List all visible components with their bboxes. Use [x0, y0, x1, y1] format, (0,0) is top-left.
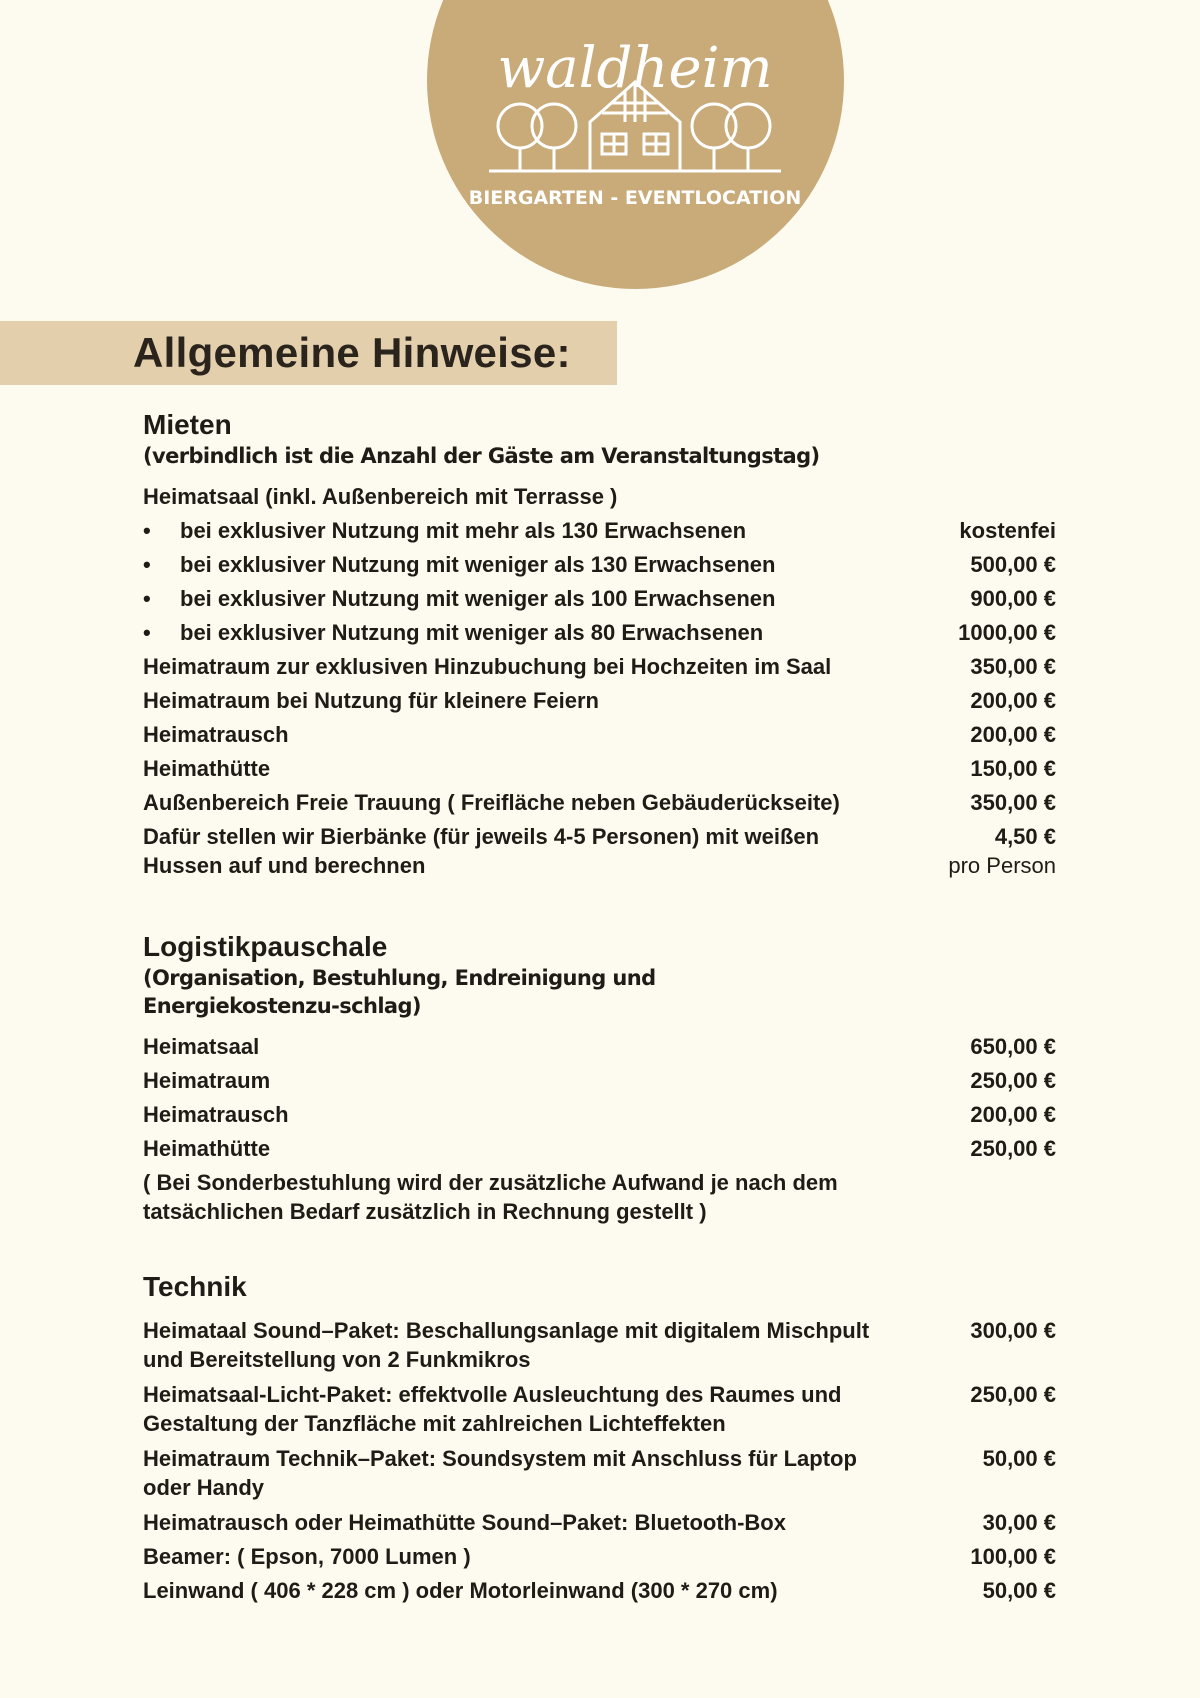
row-price: 200,00 € — [970, 722, 1056, 747]
row-label: Heimathütte — [143, 756, 271, 781]
row-price: 200,00 € — [970, 1102, 1056, 1127]
content — [143, 408, 1056, 1610]
price-row — [143, 1316, 1056, 1380]
price-row — [143, 720, 1056, 754]
price-row — [143, 1576, 1056, 1610]
row-price: 200,00 € — [970, 688, 1056, 713]
price-row — [143, 1134, 1056, 1168]
bullet-icon: • — [143, 586, 151, 611]
section-subtitle: (Organisation, Bestuhlung, Endreinigung und Energiekostenzu-schlag) — [143, 966, 656, 1018]
row-price: 50,00 € — [982, 1446, 1056, 1471]
row-label: bei exklusiver Nutzung mit weniger als 80 Erwachsenen — [180, 620, 764, 645]
row-label: Heimatraum — [143, 1068, 271, 1093]
price-row — [143, 550, 1056, 584]
row-label: bei exklusiver Nutzung mit weniger als 100 Erwachsenen — [180, 586, 776, 611]
row-label: Heimatraum zur exklusiven Hinzubuchung bei Hochzeiten im Saal — [143, 654, 832, 679]
section-title: Logistikpauschale — [143, 931, 388, 962]
row-label: Heimathütte — [143, 1136, 271, 1161]
page-title: Allgemeine Hinweise: — [133, 329, 571, 376]
row-label: Heimatraum Technik–Paket: Soundsystem mit Anschluss für Laptop oder Handy — [143, 1446, 857, 1500]
row-price: 4,50 € — [994, 824, 1056, 849]
logo-tagline: BIERGARTEN - EVENTLOCATION — [468, 187, 802, 209]
row-price: 250,00 € — [970, 1136, 1056, 1161]
row-price: 30,00 € — [982, 1510, 1056, 1535]
row-price: 250,00 € — [970, 1068, 1056, 1093]
row-label: Heimatrausch oder Heimathütte Sound–Paket: Bluetooth-Box — [143, 1510, 786, 1535]
row-price: kostenfei — [959, 518, 1056, 543]
logistik-note: ( Bei Sonderbestuhlung wird der zusätzliche Aufwand je nach dem tatsächlichen Bedarf zusätzlich in Rechnung gestellt ) — [143, 1170, 838, 1224]
section-mieten — [143, 408, 1056, 886]
row-price: 500,00 € — [970, 552, 1056, 577]
row-price: 250,00 € — [970, 1382, 1056, 1407]
price-row — [143, 754, 1056, 788]
row-price: 150,00 € — [970, 756, 1056, 781]
row-label-continued: Hussen auf und berechnen — [143, 853, 426, 878]
section-title: Mieten — [143, 409, 232, 440]
row-label: Heimatraum bei Nutzung für kleinere Feiern — [143, 688, 599, 713]
bullet-icon: • — [143, 552, 151, 577]
row-label: Beamer: ( Epson, 7000 Lumen ) — [143, 1544, 471, 1569]
price-row — [143, 1066, 1056, 1100]
price-unit: pro Person — [948, 853, 1056, 878]
price-row — [143, 1032, 1056, 1066]
row-label: Leinwand ( 406 * 228 cm ) oder Motorleinwand (300 * 270 cm) — [143, 1578, 778, 1603]
benches-row — [143, 822, 1056, 886]
section-technik — [143, 1270, 1056, 1610]
row-price: 350,00 € — [970, 790, 1056, 815]
row-label: Heimataal Sound–Paket: Beschallungsanlage mit digitalem Mischpult und Bereitstellung von 2 Funkmikros — [143, 1318, 870, 1372]
price-row — [143, 1542, 1056, 1576]
row-price: 900,00 € — [970, 586, 1056, 611]
row-label: bei exklusiver Nutzung mit mehr als 130 Erwachsenen — [180, 518, 747, 543]
price-row — [143, 686, 1056, 720]
logo-graphic — [427, 0, 844, 289]
row-price: 100,00 € — [970, 1544, 1056, 1569]
row-label: Außenbereich Freie Trauung ( Freifläche neben Gebäuderückseite) — [143, 790, 840, 815]
price-row — [143, 1100, 1056, 1134]
row-label: Dafür stellen wir Bierbänke (für jeweils 4-5 Personen) mit weißen — [143, 824, 820, 849]
row-label: Heimatrausch — [143, 1102, 289, 1127]
price-row — [143, 584, 1056, 618]
price-row — [143, 1508, 1056, 1542]
bullet-icon: • — [143, 620, 151, 645]
hall-lead: Heimatsaal (inkl. Außenbereich mit Terrasse ) — [143, 484, 618, 509]
row-label: bei exklusiver Nutzung mit weniger als 130 Erwachsenen — [180, 552, 776, 577]
section-subtitle: (verbindlich ist die Anzahl der Gäste am Veranstaltungstag) — [143, 444, 820, 468]
section-title: Technik — [143, 1271, 247, 1302]
price-row — [143, 618, 1056, 652]
row-price: 650,00 € — [970, 1034, 1056, 1059]
row-price: 350,00 € — [970, 654, 1056, 679]
row-price: 1000,00 € — [958, 620, 1056, 645]
logo-wordmark: waldheim — [497, 36, 773, 101]
row-label: Heimatrausch — [143, 722, 289, 747]
bullet-icon: • — [143, 518, 151, 543]
price-row — [143, 1380, 1056, 1444]
row-label: Heimatsaal — [143, 1034, 260, 1059]
logo-badge — [427, 0, 844, 289]
price-row — [143, 652, 1056, 686]
row-price: 300,00 € — [970, 1318, 1056, 1343]
price-row — [143, 516, 1056, 550]
section-logistik — [143, 930, 1056, 1226]
price-row — [143, 788, 1056, 822]
price-row — [143, 1444, 1056, 1508]
title-banner — [0, 321, 617, 385]
row-price: 50,00 € — [982, 1578, 1056, 1603]
row-label: Heimatsaal-Licht-Paket: effektvolle Ausleuchtung des Raumes und Gestaltung der Tanzfläche mit zahlreichen Lichteffekten — [143, 1382, 842, 1436]
